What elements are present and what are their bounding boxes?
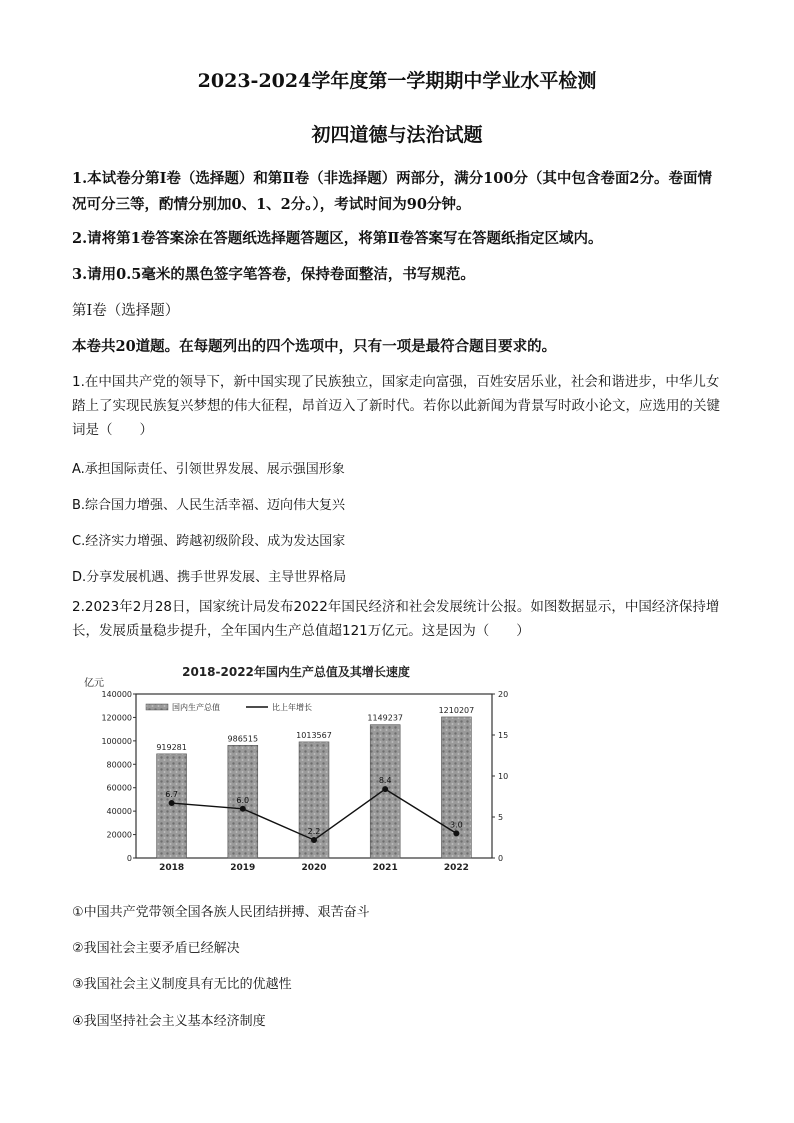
instruction-1: 1.本试卷分第Ⅰ卷（选择题）和第Ⅱ卷（非选择题）两部分，满分100分（其中包含卷面2分。卷面情况可分三等，酌情分别加0、1、2分。），考试时间为90分钟。 xyxy=(72,170,712,213)
y-tick-label: 100000 xyxy=(101,736,132,746)
question-1-option-a: A.承担国际责任、引领世界发展、展示强国形象 xyxy=(72,462,345,477)
statement-2: ②我国社会主要矛盾已经解决 xyxy=(72,941,240,956)
bar-value-label: 986515 xyxy=(227,734,259,744)
chart-legend xyxy=(146,702,312,712)
statement-4: ④我国坚持社会主义基本经济制度 xyxy=(72,1014,266,1029)
instruction-2: 2.请将第1卷答案涂在答题纸选择题答题区，将第Ⅱ卷答案写在答题纸指定区域内。 xyxy=(72,230,603,247)
question-1-stem: 1.在中国共产党的领导下，新中国实现了民族独立，国家走向富强，百姓安居乐业，社会和谐进步，中华儿女踏上了实现民族复兴梦想的伟大征程，昂首迈入了新时代。若你以此新闻为背景写时政小论文，应选用的关键词是（ ） xyxy=(72,374,720,438)
legend-label-gdp: 国内生产总值 xyxy=(172,703,220,712)
y-axis-unit: 亿元 xyxy=(84,678,104,689)
y2-tick-label: 15 xyxy=(498,731,509,740)
chart-title: 2018-2022年国内生产总值及其增长速度 xyxy=(182,665,410,679)
y2-tick-label: 0 xyxy=(498,854,504,863)
y-tick-label: 0 xyxy=(126,854,132,863)
growth-value-label: 2.2 xyxy=(307,826,321,836)
x-tick-label: 2020 xyxy=(301,863,327,873)
bar-value-label: 919281 xyxy=(156,742,187,752)
growth-value-label: 6.7 xyxy=(165,790,178,800)
growth-value-label: 8.4 xyxy=(378,776,392,786)
y-tick-label: 120000 xyxy=(101,713,132,723)
statement-1: ①中国共产党带领全国各族人民团结拼搏、艰苦奋斗 xyxy=(72,905,370,920)
x-tick-label: 2022 xyxy=(443,863,469,873)
growth-point xyxy=(169,800,175,806)
y-tick-label: 60000 xyxy=(106,783,132,793)
x-tick-label: 2021 xyxy=(372,863,398,873)
statement-3: ③我国社会主义制度具有无比的优越性 xyxy=(72,977,292,992)
legend-label-growth: 比上年增长 xyxy=(272,703,312,712)
question-1-option-b: B.综合国力增强、人民生活幸福、迈向伟大复兴 xyxy=(72,498,346,513)
y-tick-label: 40000 xyxy=(106,807,132,817)
y-tick-label: 80000 xyxy=(106,760,132,770)
question-2-stem: 2.2023年2月28日，国家统计局发布2022年国民经济和社会发展统计公报。如图数据显示，中国经济保持增长，发展质量稳步提升，全年国内生产总值超121万亿元。这是因为（ ） xyxy=(72,599,720,639)
y2-axis-ticks xyxy=(492,690,508,863)
section-note: 本卷共20道题。在每题列出的四个选项中，只有一项是最符合题目要求的。 xyxy=(72,338,557,355)
y-tick-label: 140000 xyxy=(101,690,132,699)
bar-value-label: 1013567 xyxy=(296,730,332,740)
y2-tick-label: 20 xyxy=(498,690,509,699)
question-1-option-c: C.经济实力增强、跨越初级阶段、成为发达国家 xyxy=(72,534,346,549)
gdp-chart xyxy=(76,660,516,880)
bar-value-label: 1149237 xyxy=(367,713,404,723)
growth-point xyxy=(382,786,388,792)
x-tick-label: 2018 xyxy=(159,863,185,873)
question-1-option-d: D.分享发展机遇、携手世界发展、主导世界格局 xyxy=(72,570,347,585)
growth-point xyxy=(453,830,459,836)
growth-point xyxy=(311,837,317,843)
exam-subtitle: 初四道德与法治试题 xyxy=(311,124,483,146)
growth-value-label: 3.0 xyxy=(450,820,463,830)
section-label: 第Ⅰ卷（选择题） xyxy=(72,303,180,319)
y-tick-label: 20000 xyxy=(106,830,132,840)
y-axis-ticks xyxy=(101,690,136,863)
y2-tick-label: 5 xyxy=(498,813,504,822)
x-axis-ticks xyxy=(159,863,469,873)
instruction-3: 3.请用0.5毫米的黑色签字笔答卷，保持卷面整洁，书写规范。 xyxy=(72,266,475,283)
bar xyxy=(441,717,471,858)
x-tick-label: 2019 xyxy=(230,863,256,873)
legend-swatch-gdp xyxy=(146,704,168,710)
y2-tick-label: 10 xyxy=(498,772,509,781)
growth-point xyxy=(240,806,246,812)
bar-value-label: 1210207 xyxy=(438,705,475,715)
exam-title: 2023-2024学年度第一学期期中学业水平检测 xyxy=(197,70,597,92)
growth-value-label: 6.0 xyxy=(236,795,250,805)
